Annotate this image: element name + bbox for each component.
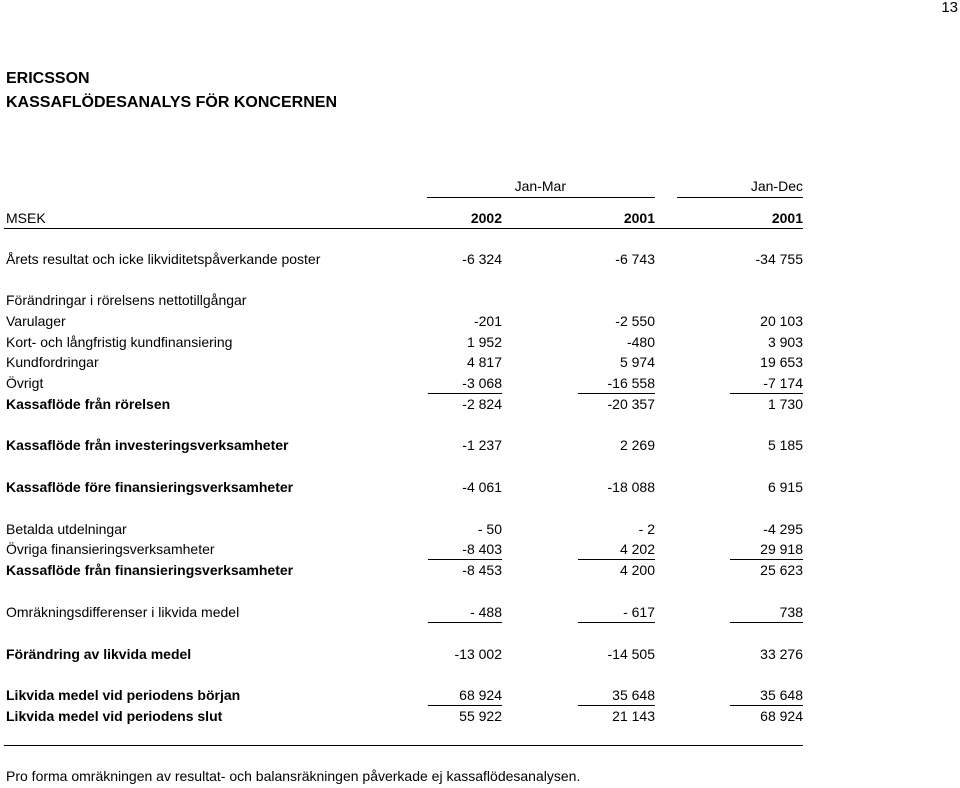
row-value: -2 824: [462, 396, 502, 412]
subtotal-rule: [730, 705, 803, 706]
subtotal-rule: [730, 622, 803, 623]
row-label: Likvida medel vid periodens början: [6, 687, 241, 703]
subtotal-rule: [428, 559, 502, 560]
row-label: Omräkningsdifferenser i likvida medel: [6, 604, 240, 620]
row-value: -20 357: [607, 396, 655, 412]
row-label: Övriga finansieringsverksamheter: [6, 541, 215, 557]
row-value: 68 924: [760, 708, 803, 724]
subtotal-rule: [578, 559, 655, 560]
row-value: 33 276: [760, 646, 803, 662]
row-label: Kundfordringar: [6, 354, 99, 370]
row-value: -6 743: [615, 251, 655, 267]
row-value: -34 755: [755, 251, 803, 267]
subtotal-rule: [578, 705, 655, 706]
row-value: 29 918: [760, 541, 803, 557]
period-underline-year: [677, 197, 803, 198]
row-value: 25 623: [760, 562, 803, 578]
row-label: Övrigt: [6, 375, 44, 391]
subtotal-rule: [578, 622, 655, 623]
row-label: Årets resultat och icke likviditetspåverkande poster: [6, 251, 321, 267]
row-value: -6 324: [462, 251, 502, 267]
report-title: KASSAFLÖDESANALYS FÖR KONCERNEN: [6, 94, 337, 111]
row-value: -1 237: [462, 437, 502, 453]
row-value: 4 817: [466, 354, 502, 370]
row-value: 55 922: [459, 708, 502, 724]
row-value: - 488: [470, 604, 502, 620]
row-value: -2 550: [615, 313, 655, 329]
column-header-2001-q: 2001: [623, 210, 655, 226]
row-value: 21 143: [612, 708, 655, 724]
row-value: 2 269: [619, 437, 655, 453]
page-number: 13: [941, 0, 958, 16]
row-value: 4 202: [619, 541, 655, 557]
row-value: -480: [626, 334, 655, 350]
footnote: Pro forma omräkningen av resultat- och balansräkningen påverkade ej kassaflödesanalysen.: [6, 768, 581, 784]
row-value: 5 185: [767, 437, 803, 453]
subtotal-rule: [428, 393, 502, 394]
period-underline-quarter: [427, 197, 655, 198]
row-label: Förändring av likvida medel: [6, 646, 192, 662]
row-label: Kassaflöde från finansieringsverksamheter: [6, 562, 294, 578]
section-heading: Förändringar i rörelsens nettotillgångar: [6, 292, 247, 308]
row-value: -18 088: [607, 479, 655, 495]
row-label: Varulager: [6, 313, 66, 329]
row-value: - 617: [623, 604, 655, 620]
row-value: -8 403: [462, 541, 502, 557]
subtotal-rule: [428, 622, 502, 623]
header-rule: [4, 228, 803, 229]
row-label: Kassaflöde från rörelsen: [6, 396, 171, 412]
row-value: -8 453: [462, 562, 502, 578]
column-header-2002: 2002: [470, 210, 502, 226]
row-value: -3 068: [462, 375, 502, 391]
period-header-year: Jan-Dec: [750, 178, 803, 194]
row-label: Kort- och långfristig kundfinansiering: [6, 334, 233, 350]
period-header-quarter: Jan-Mar: [514, 178, 566, 194]
row-value: -4 295: [763, 521, 803, 537]
row-value: 6 915: [767, 479, 803, 495]
subtotal-rule: [730, 559, 803, 560]
column-header-2001-y: 2001: [771, 210, 803, 226]
row-value: - 50: [477, 521, 502, 537]
row-label: Kassaflöde före finansieringsverksamheter: [6, 479, 294, 495]
row-value: -16 558: [607, 375, 655, 391]
row-value: 1 730: [767, 396, 803, 412]
row-value: -7 174: [763, 375, 803, 391]
row-label: Likvida medel vid periodens slut: [6, 708, 223, 724]
subtotal-rule: [428, 705, 502, 706]
row-value: 3 903: [767, 334, 803, 350]
row-value: -4 061: [462, 479, 502, 495]
row-label: Betalda utdelningar: [6, 521, 127, 537]
unit-label: MSEK: [6, 210, 46, 226]
table-bottom-rule: [4, 745, 803, 746]
row-value: 35 648: [612, 687, 655, 703]
row-value: -13 002: [454, 646, 502, 662]
subtotal-rule: [578, 393, 655, 394]
row-value: 35 648: [760, 687, 803, 703]
row-value: - 2: [638, 521, 655, 537]
row-value: -201: [473, 313, 502, 329]
row-value: 19 653: [760, 354, 803, 370]
row-value: 1 952: [466, 334, 502, 350]
row-value: 4 200: [619, 562, 655, 578]
row-value: 5 974: [619, 354, 655, 370]
row-value: 20 103: [760, 313, 803, 329]
company-name: ERICSSON: [6, 70, 90, 87]
subtotal-rule: [730, 393, 803, 394]
row-label: Kassaflöde från investeringsverksamheter: [6, 437, 289, 453]
row-value: 738: [779, 604, 803, 620]
row-value: 68 924: [459, 687, 502, 703]
row-value: -14 505: [607, 646, 655, 662]
